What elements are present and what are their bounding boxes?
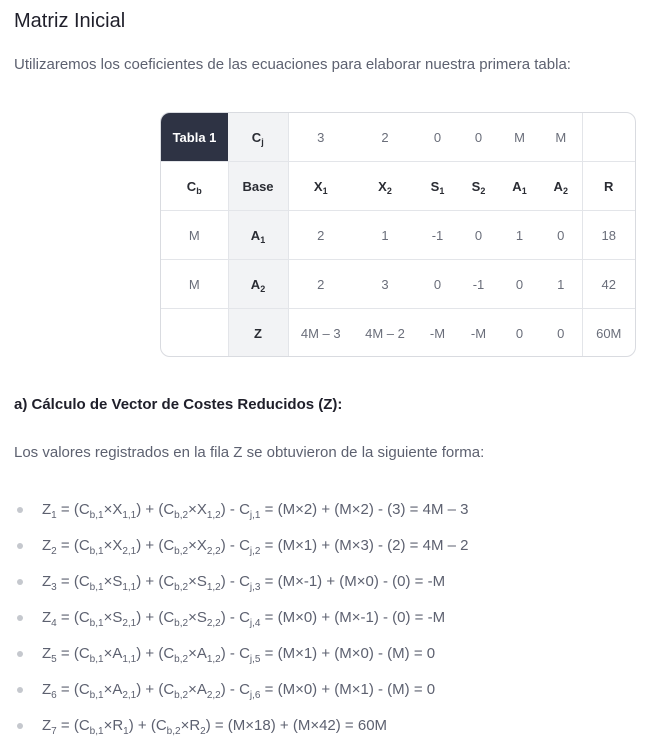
list-item: [14, 528, 468, 564]
cj-empty: [582, 113, 635, 162]
formula-subscript: 2,1: [122, 690, 137, 701]
formula-text: Z: [42, 645, 52, 662]
formula-subscript: 1,1: [122, 510, 137, 521]
formula-text: Z: [42, 717, 52, 734]
r-cell: 18: [582, 211, 635, 260]
formula-subscript: b,2: [174, 690, 189, 701]
formula-subscript: b,1: [89, 618, 104, 629]
formula-subscript: b,1: [89, 510, 104, 521]
formula-subscript: 7: [51, 726, 57, 737]
var-header: $S_1$: [417, 162, 458, 211]
formula-text: ) + (C: [128, 717, 167, 734]
formula-text: = (C: [56, 609, 90, 626]
formula-text: = (M×2) + (M×2) - (3) = 4M – 3: [260, 501, 469, 518]
formula-subscript: 4: [51, 618, 57, 629]
formula-text: ×X: [103, 537, 123, 554]
cj-value: M: [555, 129, 567, 145]
formula-text: ) - C: [220, 681, 250, 698]
var-header: $A_1$: [499, 162, 540, 211]
z-value: 0: [499, 309, 540, 358]
formula-text: ) + (C: [136, 573, 175, 590]
formula-text: ×R: [180, 717, 201, 734]
cj-value: 0: [474, 129, 483, 145]
formula-subscript: b,1: [89, 690, 104, 701]
value-cell: 3: [353, 260, 417, 309]
value-cell: -1: [458, 260, 499, 309]
list-item: [14, 708, 468, 744]
formula-subscript: b,2: [174, 546, 189, 557]
formula-subscript: b,2: [174, 582, 189, 593]
cj-value: 0: [433, 129, 442, 145]
z-empty-cell: [161, 309, 228, 358]
formula-text: Z: [42, 609, 52, 626]
formula-text: ×X: [103, 501, 123, 518]
formula-text: ×X: [188, 501, 207, 518]
z-value: -M: [417, 309, 458, 358]
formula-subscript: 2,2: [206, 690, 221, 701]
formula-subscript: j,6: [249, 690, 261, 701]
formula-subscript: 1,1: [122, 582, 137, 593]
formula-text: ) = (M×18) + (M×42) = 60M: [205, 717, 388, 734]
z-r-value: 60M: [582, 309, 635, 358]
formula-text: = (M×-1) + (M×0) - (0) = -M: [260, 573, 446, 590]
formula-subscript: 5: [51, 654, 57, 665]
table-caption: Tabla 1: [161, 113, 228, 162]
list-item: [14, 636, 468, 672]
cj-row: [161, 113, 635, 162]
page-title: Matriz Inicial: [14, 10, 126, 32]
formula-text: = (C: [56, 573, 90, 590]
formula-subscript: 1,2: [206, 582, 221, 593]
z-value: 4M – 3: [288, 309, 353, 358]
cj-label: $C_j$: [228, 113, 288, 162]
formula-text: ×A: [188, 645, 207, 662]
formula-subscript: 1,2: [206, 510, 221, 521]
cj-value: M: [514, 129, 525, 145]
z-row: [161, 309, 635, 358]
value-cell: 0: [417, 260, 458, 309]
z-value: 0: [540, 309, 582, 358]
formula-text: = (C: [56, 501, 90, 518]
formula-text: ×R: [103, 717, 124, 734]
formula-subscript: b,2: [174, 618, 189, 629]
formula-text: Z: [42, 681, 52, 698]
formula-text: ) + (C: [136, 681, 175, 698]
r-header: R: [582, 162, 635, 211]
z-label: Z: [228, 309, 288, 358]
formula-subscript: j,5: [249, 654, 261, 665]
formula-text: ) - C: [220, 609, 250, 626]
formula-text: ) - C: [220, 501, 250, 518]
formula-subscript: 6: [51, 690, 57, 701]
formula-text: = (C: [56, 537, 90, 554]
formula-subscript: 1,1: [122, 654, 137, 665]
cj-value: 3: [288, 113, 353, 162]
formula-subscript: 1: [123, 726, 129, 737]
formula-subscript: 2: [200, 726, 206, 737]
formula-subscript: j,1: [249, 510, 261, 521]
value-cell: 0: [458, 211, 499, 260]
formula-text: ) - C: [220, 573, 250, 590]
formula-text: ) - C: [220, 645, 250, 662]
formula-subscript: b,2: [174, 654, 189, 665]
formula-subscript: b,1: [89, 546, 104, 557]
formula-subscript: 2: [51, 546, 57, 557]
var-header: $A_2$: [540, 162, 582, 211]
list-item: [14, 564, 468, 600]
formula-text: Z: [42, 537, 52, 554]
formula-subscript: j,4: [249, 618, 261, 629]
formula-text: = (M×0) + (M×1) - (M) = 0: [260, 681, 436, 698]
value-cell: 1: [499, 211, 540, 260]
formula-text: ×S: [188, 609, 207, 626]
formula-text: = (C: [56, 645, 90, 662]
formula-text: = (M×0) + (M×-1) - (0) = -M: [260, 609, 446, 626]
formula-subscript: 1,2: [206, 654, 221, 665]
formula-text: Z: [42, 573, 52, 590]
formula-text: ×S: [188, 573, 207, 590]
formula-text: = (C: [56, 681, 90, 698]
formula-text: Z: [42, 501, 52, 518]
formula-subscript: 2,2: [206, 618, 221, 629]
base-cell: $A_1$: [228, 211, 288, 260]
formula-text: = (M×1) + (M×3) - (2) = 4M – 2: [260, 537, 469, 554]
explanation-text: Los valores registrados en la fila Z se obtuvieron de la siguiente forma:: [14, 444, 485, 461]
formula-text: ×A: [188, 681, 207, 698]
formula-subscript: 2,1: [122, 546, 137, 557]
cb-cell: M: [161, 211, 228, 260]
formula-text: = (M×1) + (M×0) - (M) = 0: [260, 645, 436, 662]
value-cell: 2: [288, 260, 353, 309]
formula-text: ) - C: [220, 537, 250, 554]
formula-subscript: j,3: [249, 582, 261, 593]
r-cell: 42: [582, 260, 635, 309]
cb-header: $C_b$: [161, 162, 228, 211]
z-value: -M: [458, 309, 499, 358]
formula-text: ×S: [103, 573, 123, 590]
base-cell: $A_2$: [228, 260, 288, 309]
table-row: [161, 211, 635, 260]
value-cell: 0: [499, 260, 540, 309]
table-row: [161, 260, 635, 309]
var-header: $S_2$: [458, 162, 499, 211]
cb-cell: M: [161, 260, 228, 309]
list-item: [14, 600, 468, 636]
formula-text: = (C: [56, 717, 90, 734]
formula-text: ×A: [103, 681, 123, 698]
var-header: $X_1$: [288, 162, 353, 211]
formula-subscript: 2,2: [206, 546, 221, 557]
list-item: [14, 492, 468, 528]
list-item: [14, 672, 468, 708]
formula-subscript: 1: [51, 510, 57, 521]
formula-subscript: b,2: [174, 510, 189, 521]
formula-text: ×A: [103, 645, 123, 662]
value-cell: 1: [540, 260, 582, 309]
z-value: 4M – 2: [353, 309, 417, 358]
value-cell: 0: [540, 211, 582, 260]
section-heading: a) Cálculo de Vector de Costes Reducidos (Z):: [14, 396, 343, 413]
formula-text: ×X: [188, 537, 207, 554]
value-cell: 2: [288, 211, 353, 260]
formula-subscript: 2,1: [122, 618, 137, 629]
cj-value: 2: [381, 129, 389, 145]
formula-text: ) + (C: [136, 537, 175, 554]
formula-subscript: b,1: [89, 654, 104, 665]
var-header: $X_2$: [353, 162, 417, 211]
formula-text: ) + (C: [136, 609, 175, 626]
base-header: Base: [228, 162, 288, 211]
formula-subscript: 3: [51, 582, 57, 593]
header-row: [161, 162, 635, 211]
formula-subscript: j,2: [249, 546, 261, 557]
value-cell: -1: [417, 211, 458, 260]
formula-text: ×S: [103, 609, 123, 626]
formula-subscript: b,2: [166, 726, 181, 737]
intro-text: Utilizaremos los coeficientes de las ecuaciones para elaborar nuestra primera tabla:: [14, 56, 571, 73]
simplex-table: [160, 112, 636, 357]
formula-subscript: b,1: [89, 726, 104, 737]
formula-subscript: b,1: [89, 582, 104, 593]
value-cell: 1: [353, 211, 417, 260]
formula-text: ) + (C: [136, 501, 175, 518]
formula-text: ) + (C: [136, 645, 175, 662]
calculation-list: [14, 492, 468, 744]
